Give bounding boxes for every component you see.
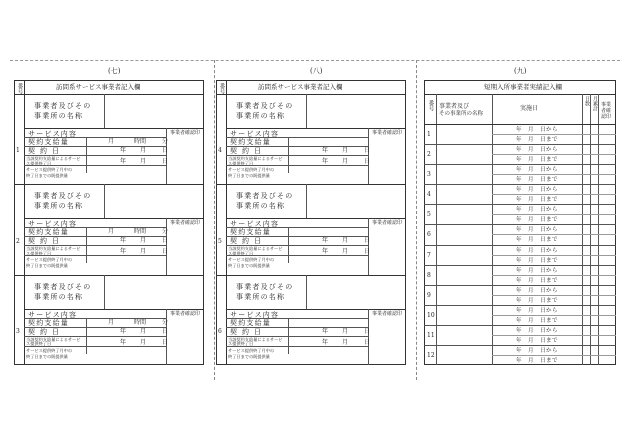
- contract-amount-label: 契約支給量: [28, 138, 69, 146]
- unit-month: 月: [342, 248, 349, 256]
- unit-year: 年: [322, 237, 329, 245]
- remaining-label: サービス提供終了月中の: [26, 347, 73, 353]
- ruling-line: [368, 218, 369, 274]
- unit-day: 日: [162, 338, 169, 346]
- unit-day: 日: [162, 158, 169, 165]
- ruling-line: [24, 80, 25, 365]
- unit-month: 月: [140, 338, 147, 346]
- ruling-line: [216, 94, 406, 95]
- ruling-line: [14, 184, 204, 185]
- entry-number: 12: [427, 351, 435, 359]
- ruling-line: [226, 309, 406, 310]
- number-column-header: 番号: [427, 100, 434, 111]
- ruling-line: [24, 309, 204, 310]
- section-9-heading: (九): [514, 67, 527, 75]
- confirm-stamp-label: 事業者確認印: [372, 310, 403, 317]
- entry-number: 10: [427, 311, 435, 319]
- unit-day: 日: [162, 248, 169, 256]
- contract-date-label: 契約日: [230, 237, 266, 246]
- form-title: 短期入所事業者実績記入欄: [484, 83, 562, 91]
- period-to: 年 月 日まで: [516, 237, 559, 244]
- unit-month: 月: [140, 237, 147, 245]
- unit-day: 日: [162, 327, 169, 335]
- period-from: 年 月 日から: [516, 127, 559, 133]
- number-column-header: 番号: [218, 83, 225, 94]
- period-to: 年 月 日まで: [516, 217, 559, 224]
- remaining-label: 終了日までの既提供量: [26, 263, 68, 269]
- contract-date-label: 契約日: [230, 147, 266, 155]
- unit-minutes: 分: [162, 318, 169, 326]
- entry-number: 3: [16, 327, 20, 335]
- provider-label: 事業所の名称: [34, 292, 84, 301]
- unit-day: 日: [364, 147, 371, 154]
- confirm-stamp-label: 事業者確認印: [372, 130, 403, 136]
- confirm-stamp-label: 事業者確認印: [170, 310, 201, 317]
- ruling-line: [306, 184, 307, 218]
- period-to: 年 月 日まで: [516, 197, 559, 204]
- period-from: 年 月 日から: [516, 147, 559, 154]
- period-header: 実施日: [520, 105, 539, 112]
- end-date-label: 当該契約支給量によるサービス提供終了日: [26, 156, 81, 166]
- ruling-line: [24, 128, 204, 129]
- unit-month: 月: [140, 327, 147, 335]
- ruling-line: [306, 94, 307, 128]
- ruling-line: [226, 80, 227, 365]
- provider-label: 事業所の名称: [236, 202, 286, 211]
- remaining-label: サービス提供終了月中の: [26, 257, 73, 263]
- unit-month: 月: [108, 228, 115, 236]
- unit-year: 年: [120, 158, 127, 165]
- ruling-line: [166, 128, 167, 184]
- service-label: サービス内容: [230, 220, 280, 229]
- ruling-line: [14, 94, 204, 95]
- form-title: 訪問系サービス事業者記入欄: [56, 83, 141, 91]
- period-to: 年 月 日まで: [516, 297, 559, 304]
- ruling-line: [216, 184, 406, 185]
- ruling-line: [424, 94, 616, 95]
- period-from: 年 月 日から: [516, 227, 559, 234]
- period-from: 年 月 日から: [516, 327, 559, 334]
- remaining-label: サービス提供終了月中の: [228, 167, 275, 172]
- remaining-label: サービス提供終了月中の: [26, 167, 73, 172]
- service-label: サービス内容: [230, 310, 280, 319]
- ruling-line: [24, 346, 166, 347]
- provider-label: 事業所の名称: [236, 112, 286, 120]
- form-title: 訪問系サービス事業者記入欄: [258, 83, 343, 91]
- confirm-stamp-label: 事業者確認印: [170, 220, 201, 227]
- service-label: サービス内容: [28, 220, 78, 229]
- unit-year: 年: [120, 327, 127, 335]
- period-from: 年 月 日から: [516, 247, 559, 254]
- unit-year: 年: [120, 147, 127, 154]
- confirm-header: 事業者確認印: [601, 102, 612, 120]
- section-7-heading: (七): [108, 67, 121, 75]
- unit-day: 日: [364, 158, 371, 165]
- period-from: 年 月 日から: [516, 287, 559, 294]
- entry-number: 9: [427, 291, 431, 299]
- contract-amount-label: 契約支給量: [28, 228, 69, 237]
- unit-month: 月: [342, 147, 349, 154]
- confirm-stamp-label: 事業者確認印: [372, 220, 403, 227]
- fold-line: [214, 60, 215, 380]
- provider-label: 事業者及びその: [236, 102, 294, 110]
- unit-hours: 時間: [134, 138, 147, 145]
- unit-day: 日: [162, 237, 169, 245]
- days-header: 日数: [584, 96, 590, 106]
- entry-number: 2: [16, 237, 20, 245]
- unit-day: 日: [364, 327, 371, 335]
- unit-hours: 時間: [134, 318, 147, 326]
- remaining-label: 終了日までの既提供量: [228, 263, 270, 269]
- service-label: サービス内容: [28, 130, 78, 138]
- unit-month: 月: [140, 147, 147, 154]
- contract-amount-label: 契約支給量: [230, 138, 271, 146]
- ruling-line: [226, 165, 368, 166]
- unit-month: 月: [342, 237, 349, 245]
- ruling-line: [166, 309, 167, 365]
- ruling-line: [368, 128, 369, 184]
- provider-label: 事業者及びその: [236, 282, 294, 291]
- provider-label: 事業者及びその: [236, 192, 294, 201]
- ruling-line: [24, 165, 166, 166]
- ruling-line: [226, 346, 368, 347]
- ruling-line: [216, 275, 406, 276]
- entry-number: 1: [16, 147, 20, 155]
- provider-label: 事業所の名称: [236, 292, 286, 301]
- end-date-label: 当該契約支給量によるサービス提供終了日: [228, 246, 283, 256]
- provider-label: 事業所の名称: [34, 112, 84, 120]
- number-column-header: 番号: [16, 83, 23, 94]
- unit-year: 年: [120, 237, 127, 245]
- contract-date-label: 契約日: [28, 237, 64, 246]
- unit-month: 月: [140, 248, 147, 256]
- contract-date-label: 契約日: [28, 327, 64, 336]
- provider-label: 事業者及びその: [34, 192, 92, 201]
- unit-month: 月: [342, 338, 349, 346]
- entry-number: 5: [427, 211, 431, 219]
- period-to: 年 月 日まで: [516, 277, 559, 284]
- period-to: 年 月 日まで: [516, 337, 559, 344]
- remaining-label: 終了日までの既提供量: [26, 353, 68, 359]
- ruling-line: [306, 275, 307, 309]
- remaining-label: 終了日までの既提供量: [26, 173, 68, 178]
- end-date-label: 当該契約支給量によるサービス提供終了日: [228, 156, 283, 166]
- unit-month: 月: [108, 318, 115, 326]
- contract-amount-label: 契約支給量: [230, 228, 271, 237]
- unit-minutes: 分: [162, 228, 169, 236]
- unit-year: 年: [120, 248, 127, 256]
- unit-minutes: 分: [162, 138, 169, 145]
- period-to: 年 月 日まで: [516, 257, 559, 264]
- provider-header: 事業者及び: [439, 103, 470, 110]
- entry-number: 4: [218, 147, 222, 155]
- period-from: 年 月 日から: [516, 207, 559, 214]
- entry-number: 2: [427, 151, 431, 159]
- period-to: 年 月 日まで: [516, 177, 559, 184]
- unit-year: 年: [120, 338, 127, 346]
- provider-header: その事業所の名称: [439, 111, 484, 117]
- confirm-stamp-label: 事業者確認印: [170, 130, 201, 136]
- contract-amount-label: 契約支給量: [28, 318, 69, 327]
- period-to: 年 月 日まで: [516, 317, 559, 324]
- ruling-line: [104, 184, 105, 218]
- remaining-label: サービス提供終了月中の: [228, 257, 275, 263]
- unit-day: 日: [364, 237, 371, 245]
- end-date-label: 当該契約支給量によるサービス提供終了日: [26, 246, 81, 256]
- contract-date-label: 契約日: [230, 327, 266, 336]
- entry-number: 7: [427, 251, 431, 259]
- entry-number: 8: [427, 271, 431, 279]
- fold-line: [416, 60, 417, 380]
- ruling-line: [14, 275, 204, 276]
- ruling-line: [166, 218, 167, 274]
- entry-number: 3: [427, 171, 431, 179]
- fold-line: [10, 60, 620, 61]
- unit-month: 月: [342, 158, 349, 165]
- ruling-line: [226, 128, 406, 129]
- entry-number: 5: [218, 237, 222, 245]
- unit-year: 年: [322, 338, 329, 346]
- end-date-label: 当該契約支給量によるサービス提供終了日: [228, 336, 283, 347]
- period-from: 年 月 日から: [516, 307, 559, 314]
- unit-hours: 時間: [134, 228, 147, 236]
- period-to: 年 月 日まで: [516, 137, 559, 144]
- ruling-line: [368, 309, 369, 365]
- ruling-line: [104, 94, 105, 128]
- unit-day: 日: [364, 248, 371, 256]
- provider-label: 事業者及びその: [34, 282, 92, 291]
- period-from: 年 月 日から: [516, 347, 559, 354]
- period-from: 年 月 日から: [516, 187, 559, 194]
- entry-number: 6: [427, 231, 431, 239]
- remaining-label: サービス提供終了月中の: [228, 347, 275, 353]
- unit-month: 月: [342, 327, 349, 335]
- entry-number: 4: [427, 191, 431, 199]
- month-total-header: 月累計: [592, 96, 598, 111]
- period-from: 年 月 日から: [516, 167, 559, 174]
- unit-year: 年: [322, 158, 329, 165]
- remaining-label: 終了日までの既提供量: [228, 173, 270, 178]
- end-date-label: 当該契約支給量によるサービス提供終了日: [26, 336, 81, 347]
- unit-year: 年: [322, 147, 329, 154]
- remaining-label: 終了日までの既提供量: [228, 353, 270, 359]
- ruling-line: [104, 275, 105, 309]
- entry-number: 11: [427, 331, 435, 339]
- section-8-heading: (八): [310, 67, 323, 75]
- period-from: 年 月 日から: [516, 267, 559, 274]
- contract-amount-label: 契約支給量: [230, 318, 271, 327]
- unit-year: 年: [322, 327, 329, 335]
- unit-year: 年: [322, 248, 329, 256]
- unit-day: 日: [364, 338, 371, 346]
- period-to: 年 月 日まで: [516, 357, 559, 364]
- entry-number: 1: [427, 131, 431, 139]
- contract-date-label: 契約日: [28, 147, 64, 155]
- service-label: サービス内容: [230, 130, 280, 138]
- unit-month: 月: [140, 158, 147, 165]
- provider-label: 事業所の名称: [34, 202, 84, 211]
- provider-label: 事業者及びその: [34, 102, 92, 110]
- entry-number: 6: [218, 327, 222, 335]
- unit-month: 月: [108, 138, 115, 145]
- period-to: 年 月 日まで: [516, 157, 559, 164]
- unit-day: 日: [162, 147, 169, 154]
- service-label: サービス内容: [28, 310, 78, 319]
